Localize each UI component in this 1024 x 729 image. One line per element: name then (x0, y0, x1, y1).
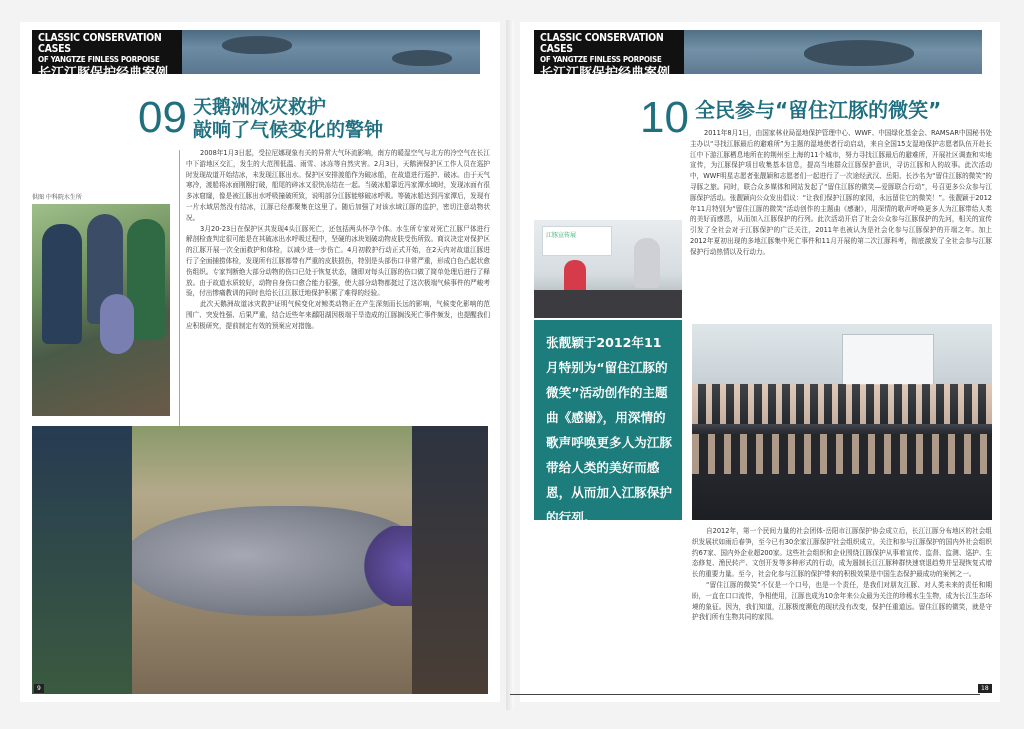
footer-rule (510, 694, 980, 695)
case-title-line1: 天鹅洲冰灾救护 (192, 96, 326, 118)
right-article-body-top (690, 128, 992, 258)
banner-en-line2-right: OF YANGTZE FINLESS PORPOISE (540, 55, 662, 64)
left-page-number: 9 (34, 684, 44, 693)
right-page-number: 18 (978, 684, 992, 693)
series-banner (32, 30, 480, 81)
case-title-line2: 敲响了气候变化的警钟 (192, 119, 383, 141)
right-paragraph-3: “留住江豚的微笑”不仅是一个口号，也是一个责任，是我们对朋友江豚、对人类未来的责任和期盼，一直在口口流传，争相使用，江豚也成为10余年来公众最为关注的珍稀水生生物，成为长江生态环境的象征。因为，我们知道，江豚极度濒危的现状没有改变，保护任重道远。留住江豚的微笑，就是守护我们所有生物共同的家园。 (692, 580, 992, 622)
series-banner-right (534, 30, 982, 81)
banner-label-right (534, 30, 684, 81)
case-heading (138, 93, 383, 142)
case-title (187, 96, 383, 142)
right-page (520, 22, 1000, 702)
event-banner-sign: 江豚宣传展 (542, 226, 612, 256)
case-title-right: 全民参与“留住江豚的微笑” (694, 98, 942, 122)
left-page (20, 22, 500, 702)
right-article-body-bottom (692, 526, 992, 623)
banner-cn-title: 长江江豚保护经典案例 (38, 66, 169, 81)
left-paragraph-3: 此次天鹅洲故道冰灾救护证明气候变化对鲸类动物正在产生深刻而长远的影响，气候变化影响的范围广、突发性强、后果严重，结合近些年来鄱阳湖因极端干旱造成的江豚搁浅死亡事件频发，也提醒我们应积极研究，提前制定有效的预案应对措施。 (186, 300, 490, 330)
left-article-body (186, 148, 490, 332)
banner-label (32, 30, 182, 81)
column-rule (179, 150, 180, 430)
banner-en-line1: CLASSIC CONSERVATION CASES (38, 32, 162, 55)
right-paragraph-1: 2011年8月1日，由国家林业局湿地保护管理中心、WWF、中国绿化基金会、RAMSAR中国秘书处主办以“寻找江豚最后的避难所”为主题的湿地使者行动启动，来自全国15支湿地保护志愿者队伍开赴长江中下游江豚栖息地所在的荆州至上海的11个城市，努力寻找江豚最后的避难所，开展社区调查和实地宣传，为江豚保护项目收集基本信息，提高当地群众江豚保护意识，寻访江豚和人的故事。此次活动中，WWF明星志愿者张靓颖和志愿者们一起进行了一次途经武汉、岳阳、长沙名为“留住江豚的微笑”的寻豚之旅。同时，联合众多媒体和网站发起了“留住江豚的微笑—爱豚联合行动”，号召更多公众参与江豚保护活动。张靓颖向公众发出倡议：“让我们保护江豚的家园，永远留住它的微笑！”。张靓颖于2012年11月特别为“留住江豚的微笑”活动创作的主题曲《感谢》，用深情的歌声呼唤更多人为江豚带给人类的美好而感恩，从而加入江豚保护的行列。此次活动开启了社会公众参与江豚保护的先河，相关的宣传引发了全社会对于江豚保护的广泛关注，2011年也被认为是社会化参与江豚保护的开端之年。加上2012年夏初出现的多地江豚集中死亡事件和11月开展的第二次江豚科考，彻底激发了全社会参与江豚保护行动热情以及行动力。 (690, 129, 992, 256)
rescue-team-photo (32, 204, 170, 416)
banner-cn-title-right: 长江江豚保护经典案例 (540, 66, 671, 81)
singer-event-photo (534, 220, 682, 318)
banner-porpoise-photo (182, 30, 480, 74)
case-number-right: 10 (640, 93, 689, 142)
left-paragraph-1: 2008年1月3日起，受拉尼娜现象有关的异常大气环流影响，南方的暖湿空气与北方的冷空气在长江中下游地区交汇，发生的大范围低温、雨雪、冰冻等自然灾害。2月3日，天鹅洲保护区工作人员在巡护时发现故道开始结冰，未发现江豚出水。保护区安排渡船作为破冰船，在故道进行巡护、破冰。由于天气寒冷，渡船将冰面刚刚打破，船尾的碎冰又很快冻结在一起。当破冰船靠近冯家潭水域时，发现冰面有很多冰窟窿，像是被江豚出水呼吸撞破所致，说明部分江豚能够破冰呼吸。等破冰船达到冯家潭后，发现有一片水域居然没有结冰，江豚已经都聚集在这里了。随后加强了对该水域江豚的监护，密切注意动物状况。 (186, 149, 490, 222)
right-paragraph-2: 自2012年，第一个民间力量的社会团体-岳阳市江豚保护协会成立后，长江江豚分布地区的社会组织发展状如雨后春笋，至今已有30余家江豚保护社会组织成立，关注和参与江豚保护的国内外社会组织约67家、国内外企业超200家。这些社会组织和企业围绕江豚保护从事着宣传、监督、监测、巡护、生态修复、渔民转产、文创开发等多种形式的行动，成为遏制长江江豚种群快速衰退趋势并呈现恢复式增长的重要力量。至今，社会化参与江豚的保护带来的积极效果是中国生态保护最成功的案例之一。 (692, 527, 992, 579)
book-gutter (506, 20, 514, 710)
banner-porpoise-photo-right (684, 30, 982, 74)
photo-credit: 供图 中科院水生所 (32, 194, 82, 201)
left-paragraph-2: 3月20-23日在保护区共发现4头江豚死亡，还包括两头怀孕个体。水生所专家对死亡江豚尸体进行解剖检查判定很可能是在其破冰出水呼吸过程中，坚硬的冰块划破动物皮肤受伤所致。商议决定对保护区的江豚开展一次全面救护和体检，以减少进一步伤亡。4月初救护行动正式开始，在2天内对故道江豚进行了全面捕捞体检，发现所有江豚都带有严重的皮肤损伤，特别是头部伤口非常严重，形成白色凸起状愈伤组织。专家判断绝大部分动物的伤口已处于恢复状态，随即对每头江豚的伤口做了简单处理后进行了释放。由于故道水质较好，动物自身伤口愈合能力很强，使大部分动物都挺过了这次极端气候事件的严峻考验，付出惨痛教训的同时也给长江江豚迁地保护积累了难得的经验。 (186, 224, 490, 298)
group-volunteers-photo (692, 324, 992, 520)
case-number: 09 (138, 93, 187, 142)
porpoise-examination-photo (32, 426, 488, 694)
banner-en-line1-right: CLASSIC CONSERVATION CASES (540, 32, 664, 55)
pull-quote: 张靓颖于2012年11月特别为“留住江豚的微笑”活动创作的主题曲《感谢》，用深情的歌声呼唤更多人为江豚带给人类的美好而感恩，从而加入江豚保护的行列。 (534, 320, 682, 520)
banner-en-line2: OF YANGTZE FINLESS PORPOISE (38, 55, 160, 64)
